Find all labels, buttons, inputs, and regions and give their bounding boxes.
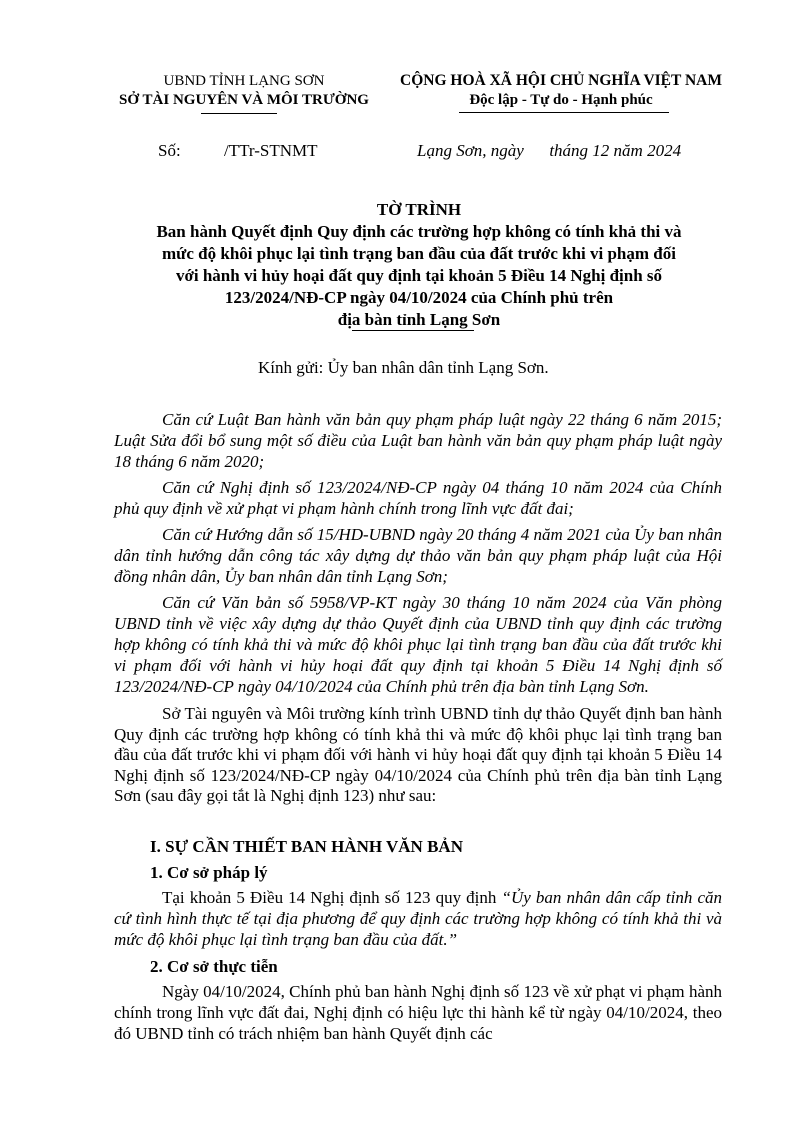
intro-paragraph: Sở Tài nguyên và Môi trường kính trình UBND tỉnh dự thảo Quyết định ban hành Quy định các trường hợp không có tính khả thi và mức độ khôi phục lại tình trạng ban đầu của đất trước khi vi phạm đối với hành vi hủy hoại đất quy định tại khoản 5 Điều 14 Nghị định số 123/2024/NĐ-CP ngày 04/10/2024 của Chính phủ trên địa bàn tỉnh Lạng Sơn (sau đây gọi tắt là Nghị định 123) như sau: [114,704,722,805]
subject-line: địa bàn tỉnh Lạng Sơn [337,310,501,329]
place-date: Lạng Sơn, ngày tháng 12 năm 2024 [417,141,682,160]
legal-basis-body [114,887,722,950]
issuing-authority: SỞ TÀI NGUYÊN VÀ MÔI TRƯỜNG [119,92,369,108]
national-motto: Độc lập - Tự do - Hạnh phúc [469,92,653,108]
subject-line: mức độ khôi phục lại tình trạng ban đầu của đất trước khi vi phạm đối [162,244,676,263]
practical-basis-body: Ngày 04/10/2024, Chính phủ ban hành Nghị định số 123 về xử phạt vi phạm hành chính trong lĩnh vực đất đai, Nghị định có hiệu lực thi hành kể từ ngày 04/10/2024, theo đó UBND tỉnh có trách nhiệm ban hành Quyết định các [114,982,722,1043]
legal-basis-paragraph: Căn cứ Luật Ban hành văn bản quy phạm pháp luật ngày 22 tháng 6 năm 2015; Luật Sửa đổi bổ sung một số điều của Luật ban hành văn bản quy phạm pháp luật ngày 18 tháng 6 năm 2020; [114,410,722,471]
subject-line: với hành vi hủy hoại đất quy định tại khoản 5 Điều 14 Nghị định số [175,266,663,285]
authority-underline [201,113,277,114]
subject-line: Ban hành Quyết định Quy định các trường hợp không có tính khả thi và [156,222,682,241]
subject-line: 123/2024/NĐ-CP ngày 04/10/2024 của Chính phủ trên [224,288,614,307]
legal-basis-paragraph: Căn cứ Nghị định số 123/2024/NĐ-CP ngày 04 tháng 10 năm 2024 của Chính phủ quy định về xử phạt vi phạm hành chính trong lĩnh vực đất đai; [114,478,722,518]
legal-basis-paragraph: Căn cứ Hướng dẫn số 15/HD-UBND ngày 20 tháng 4 năm 2021 của Ủy ban nhân dân tỉnh hướng dẫn công tác xây dựng dự thảo văn bản quy phạm pháp luật của Hội đồng nhân dân, Ủy ban nhân dân tỉnh Lạng Sơn; [114,525,722,586]
legal-basis-quote: “Ủy ban nhân dân cấp tỉnh căn cứ tình hình thực tế tại địa phương để quy định các trường hợp không có tính khả thi và mức độ khôi phục lại tình trạng ban đầu của đất.” [114,888,722,949]
national-title: CỘNG HOÀ XÃ HỘI CHỦ NGHĨA VIỆT NAM [400,72,722,89]
recipient-line: Kính gửi: Ủy ban nhân dân tỉnh Lạng Sơn. [258,358,549,377]
section-heading: I. SỰ CẦN THIẾT BAN HÀNH VĂN BẢN [150,837,463,856]
motto-underline [459,112,669,113]
legal-basis-lead: Tại khoản 5 Điều 14 Nghị định số 123 quy định [162,888,502,907]
title-underline [352,330,474,331]
issuing-authority-parent: UBND TỈNH LẠNG SƠN [163,73,325,89]
subsection-heading-legal-basis: 1. Cơ sở pháp lý [150,863,268,882]
subsection-heading-practical-basis: 2. Cơ sở thực tiễn [150,957,278,976]
legal-basis-paragraph: Căn cứ Văn bản số 5958/VP-KT ngày 30 tháng 10 năm 2024 của Văn phòng UBND tỉnh về việc xây dựng dự thảo Quyết định của UBND tỉnh quy định các trường hợp không có tính khả thi và mức độ khôi phục lại tình trạng ban đầu của đất trước khi vi phạm đối với hành vi hủy hoại đất quy định tại khoản 5 Điều 14 Nghị định số 123/2024/NĐ-CP ngày 04/10/2024 của Chính phủ trên địa bàn tỉnh Lạng Sơn. [114,593,722,696]
doc-number-label: Số: [158,141,181,160]
doc-number-code: /TTr-STNMT [224,141,318,160]
doc-type-title: TỜ TRÌNH [376,200,462,219]
